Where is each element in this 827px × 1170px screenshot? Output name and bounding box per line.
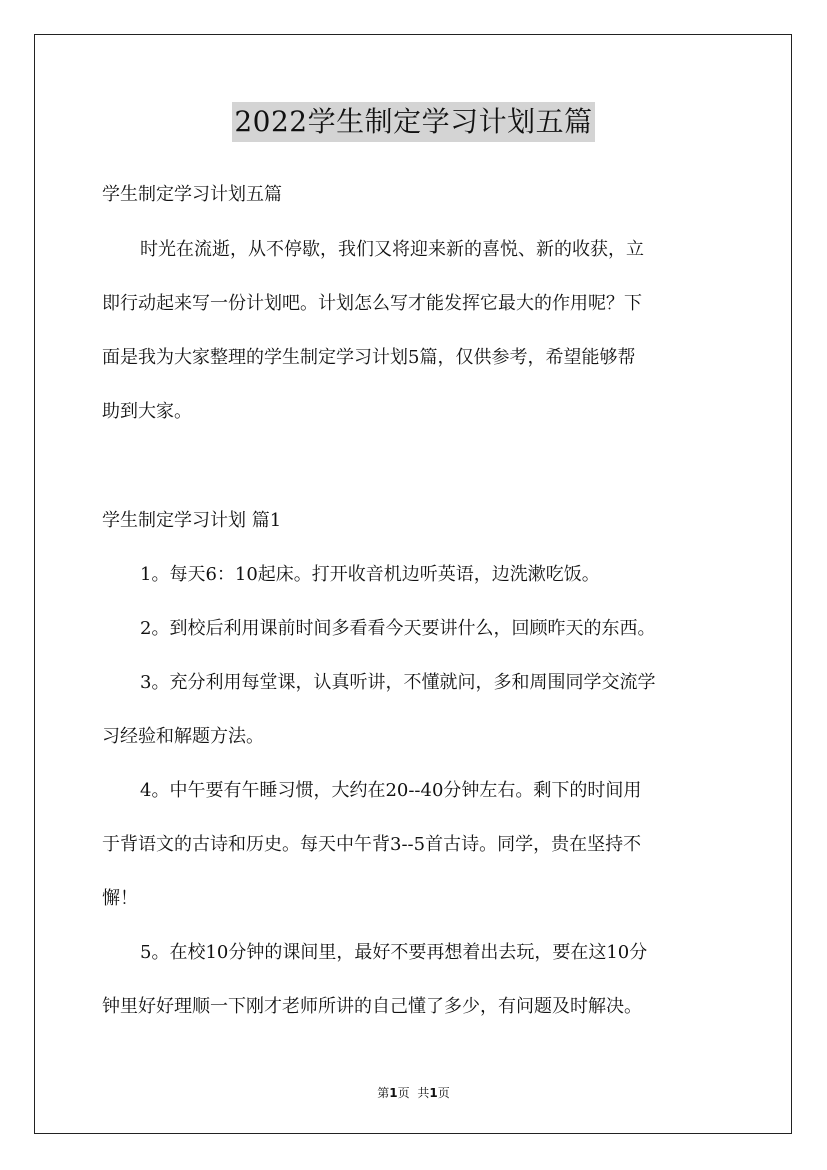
list-item-line: 4。中午要有午睡习惯，大约在20--40分钟左右。剩下的时间用 [140,780,642,801]
page-number: 1 [389,1086,398,1100]
title-wrap [0,102,827,142]
list-item-line: 2。到校后利用课前时间多看看今天要讲什么，回顾昨天的东西。 [140,618,656,639]
intro-line: 时光在流逝，从不停歇，我们又将迎来新的喜悦、新的收获，立 [140,239,644,260]
list-item-line: 1。每天6：10起床。打开收音机边听英语，边洗漱吃饭。 [140,564,600,585]
document-title: 2022学生制定学习计划五篇 [232,102,594,142]
list-item-line: 5。在校10分钟的课间里，最好不要再想着出去玩，要在这10分 [140,942,648,963]
intro-line: 助到大家。 [102,401,192,422]
page-footer [0,1084,827,1101]
intro-line: 即行动起来写一份计划吧。计划怎么写才能发挥它最大的作用呢？下 [102,293,642,314]
section-heading: 学生制定学习计划 篇1 [102,510,282,531]
page-label-prefix: 第 [377,1086,390,1100]
page-label-suffix: 页 [397,1086,410,1100]
total-label-suffix: 页 [437,1086,450,1100]
intro-line: 面是我为大家整理的学生制定学习计划5篇，仅供参考，希望能够帮 [102,347,636,368]
list-item-line: 懈！ [102,888,138,909]
list-item-line: 3。充分利用每堂课，认真听讲，不懂就问，多和周围同学交流学 [140,672,656,693]
total-pages: 1 [429,1086,438,1100]
document-subtitle: 学生制定学习计划五篇 [102,184,282,205]
total-label-prefix: 共 [417,1086,430,1100]
list-item-line: 钟里好好理顺一下刚才老师所讲的自己懂了多少，有问题及时解决。 [102,996,642,1017]
list-item-line: 于背语文的古诗和历史。每天中午背3--5首古诗。同学，贵在坚持不 [102,834,642,855]
list-item-line: 习经验和解题方法。 [102,726,264,747]
